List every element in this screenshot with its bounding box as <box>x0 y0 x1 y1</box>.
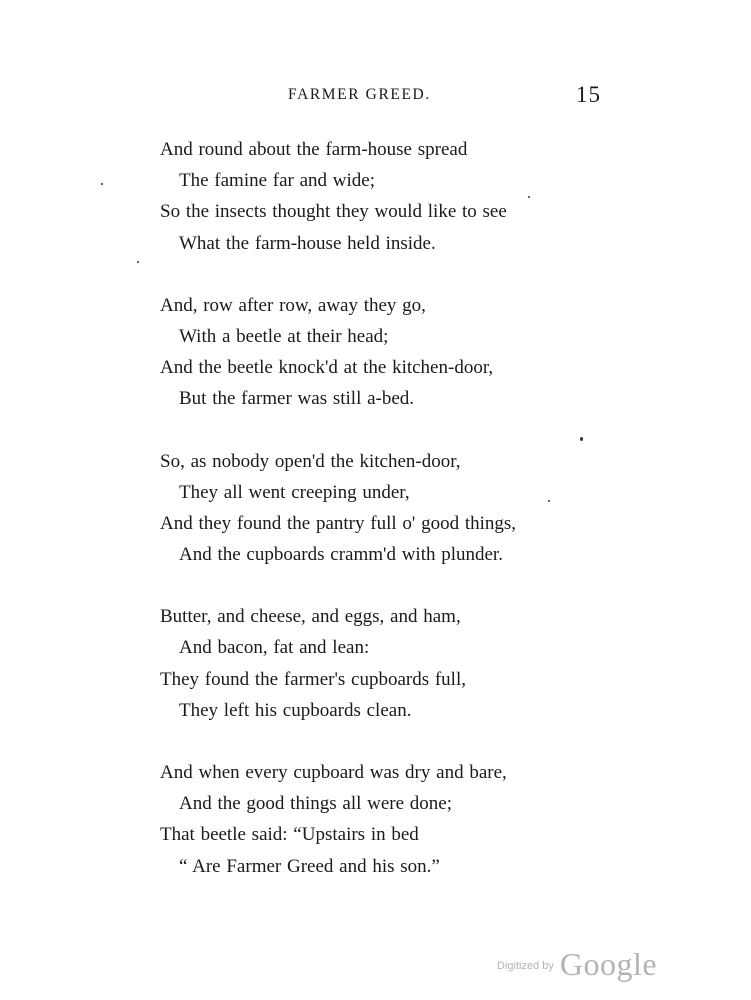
poem-line: That beetle said: “Upstairs in bed <box>160 824 419 846</box>
watermark-prefix: Digitized by <box>497 960 554 972</box>
poem-line: With a beetle at their head; <box>179 325 389 347</box>
poem-line: “ Are Farmer Greed and his son.” <box>179 855 440 877</box>
stanza <box>160 134 600 259</box>
stanza <box>160 446 600 571</box>
poem-line: And the beetle knock'd at the kitchen-door, <box>160 357 494 379</box>
poem-line: They found the farmer's cupboards full, <box>160 668 466 690</box>
poem-body <box>160 134 600 913</box>
poem-line: And they found the pantry full o' good things, <box>160 512 517 534</box>
poem-line: What the farm-house held inside. <box>179 232 436 254</box>
stanza <box>160 757 600 882</box>
poem-line: But the farmer was still a-bed. <box>179 388 415 410</box>
page-title: FARMER GREED. <box>288 86 431 103</box>
ink-speck <box>101 183 103 185</box>
poem-line: And bacon, fat and lean: <box>179 637 370 659</box>
ink-speck <box>580 437 583 441</box>
poem-line: So the insects thought they would like to see <box>160 201 507 223</box>
google-logo: Google <box>559 946 658 982</box>
poem-line: And, row after row, away they go, <box>160 294 426 316</box>
poem-line: And round about the farm-house spread <box>160 139 468 160</box>
poem-line: They left his cupboards clean. <box>179 699 412 721</box>
poem-line: And when every cupboard was dry and bare, <box>160 762 507 783</box>
stanza <box>160 290 600 415</box>
poem-line: And the cupboards cramm'd with plunder. <box>179 544 503 566</box>
poem-line: Butter, and cheese, and eggs, and ham, <box>160 606 461 628</box>
poem-line: They all went creeping under, <box>179 481 410 503</box>
poem-line: The famine far and wide; <box>179 170 376 192</box>
ink-speck <box>528 196 530 198</box>
page-number: 15 <box>576 82 601 107</box>
ink-speck <box>548 500 550 502</box>
poem-line: So, as nobody open'd the kitchen-door, <box>160 450 461 472</box>
poem-line: And the good things all were done; <box>179 793 453 815</box>
ink-speck <box>137 261 139 263</box>
digitized-by-google-watermark <box>497 946 657 986</box>
stanza <box>160 601 600 726</box>
